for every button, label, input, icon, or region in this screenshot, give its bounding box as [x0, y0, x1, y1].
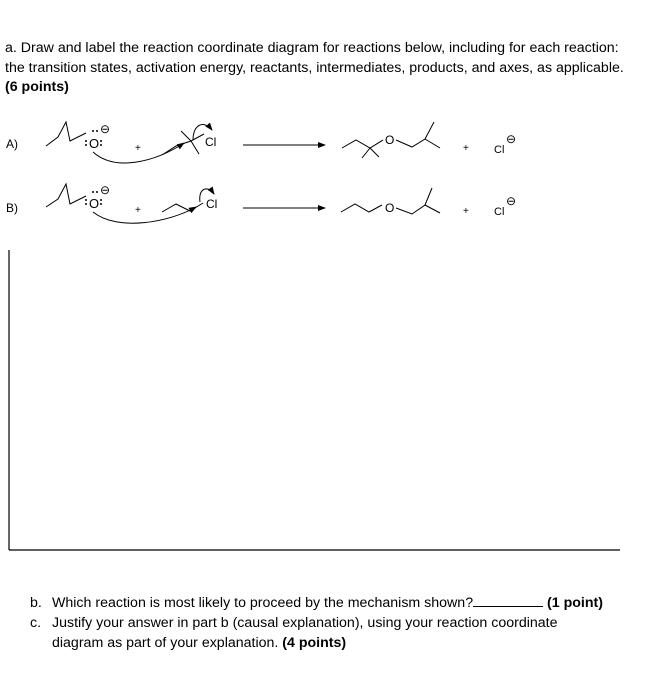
question-b-prefix: b. — [30, 595, 42, 611]
question-c — [30, 614, 630, 653]
reaction-b-label: B) — [6, 201, 18, 215]
reaction-b-chloride: Cl — [494, 206, 505, 218]
reaction-a-product-skeleton — [342, 140, 383, 148]
reaction-a-chloride-charge: ⊖ — [506, 132, 517, 146]
reaction-a-oxygen: O — [89, 136, 100, 151]
reaction-a-plus-1: + — [135, 143, 141, 154]
question-c-points: (4 points) — [282, 634, 347, 651]
question-c-text-1: Justify your answer in part b (causal explanation), using your reaction coordinate — [52, 615, 558, 631]
reaction-a-charge: ⊖ — [100, 122, 111, 136]
reaction-b-nucleophile-skeleton — [46, 184, 86, 207]
reaction-b-oxygen: O — [89, 196, 100, 211]
question-b-text: Which reaction is most likely to proceed by the mechanism shown? — [52, 595, 474, 611]
reaction-b-charge: ⊖ — [100, 183, 111, 197]
reaction-a-chloride: Cl — [494, 144, 505, 156]
answer-blank[interactable] — [473, 594, 543, 607]
question-b-points: (1 point) — [547, 595, 603, 611]
question-a-text: a. Draw and label the reaction coordinate diagram for reactions below, including for each reaction: the transition states, activation energy, reactants, intermediates, products, and axes, as applicable. — [5, 40, 624, 76]
reaction-b-chloride-charge: ⊖ — [506, 194, 517, 208]
reaction-b-electrophile-skeleton — [162, 203, 203, 212]
question-a-points: (6 points) — [5, 79, 69, 95]
reaction-b-product-skeleton — [341, 204, 382, 212]
reaction-b-leaving-group: Cl — [206, 197, 218, 211]
question-b — [30, 594, 630, 614]
reaction-a-leaving-group: Cl — [205, 135, 217, 149]
question-c-prefix: c. — [30, 615, 42, 631]
reaction-a-label: A) — [6, 137, 18, 151]
reaction-a-plus-2: + — [463, 143, 469, 154]
reaction-a-nucleophile-skeleton — [46, 122, 86, 146]
reaction-a-product-oxygen: O — [385, 133, 395, 147]
question-c-text-2: diagram as part of your explanation. — [52, 634, 279, 651]
reaction-b-product-oxygen: O — [385, 201, 395, 215]
reaction-b-plus-2: + — [463, 206, 469, 217]
reaction-scheme — [0, 0, 648, 250]
reaction-b-plus-1: + — [135, 205, 141, 216]
reaction-b-curved-arrow-nucleophile — [93, 207, 196, 223]
diagram-axes — [8, 250, 624, 554]
